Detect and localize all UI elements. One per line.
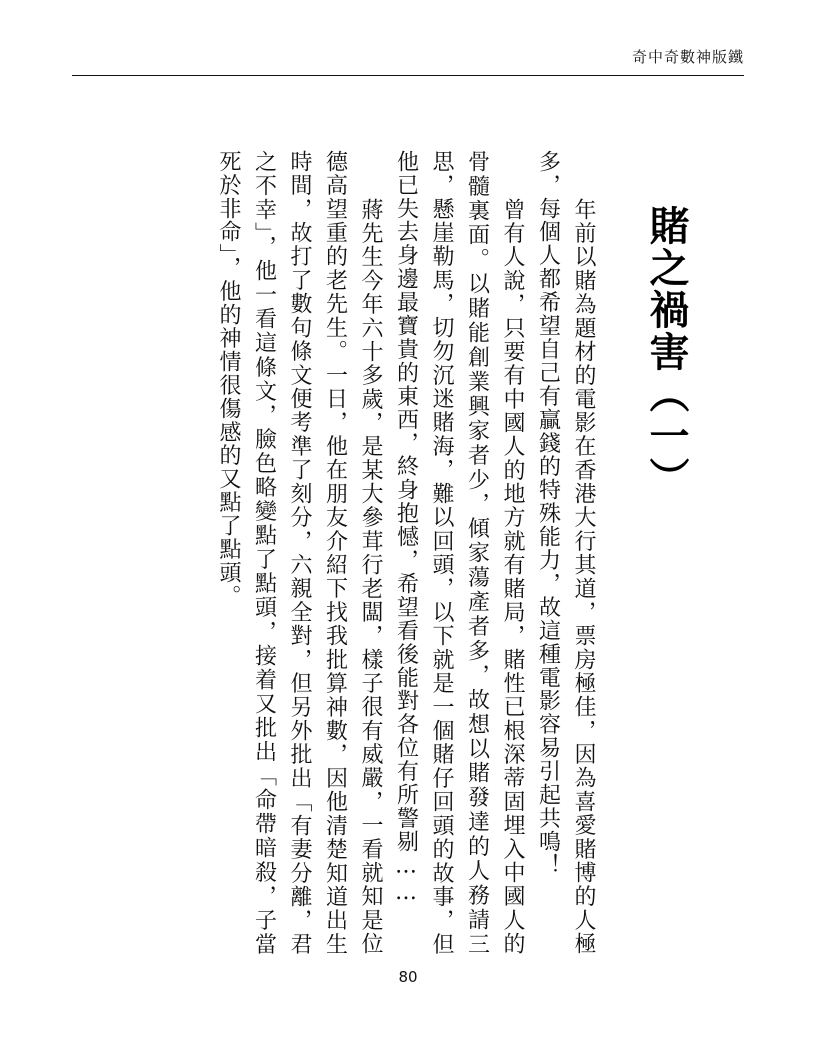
paragraph: 曾有人說，只要有中國人的地方就有賭局，賭性已根深蒂固埋入中國人的骨髓裏面。以賭能創業興家者少，傾家蕩產者多，故想以賭發達的人務請三思，懸崖勒馬，切勿沉迷賭海，難以回頭，以下就是一個賭仔回頭的故事，但他已失去身邊最寶貴的東西，終身抱憾，希望看後能對各位有所警剔…… bbox=[393, 150, 525, 956]
paragraph: 蔣先生今年六十多歲，是某大參茸行老闆，樣子很有威嚴，一看就知是位德高望重的老先生。一日，他在朋友介紹下找我批算神數，因他清楚知道出生時間，故打了數句條文便考準了刻分，六親全對，但另外批出「有妻分離，君之不幸」，他一看這條文，臉色略變點了點頭，接着又批出「命帶暗殺，子當死於非命」，他的神情很傷感的又點了點頭。 bbox=[216, 150, 383, 956]
body-text bbox=[141, 150, 601, 956]
chapter-title: 賭之禍害（一） bbox=[643, 205, 689, 499]
header-rule bbox=[72, 75, 744, 76]
paragraph: 年前以賭為題材的電影在香港大行其道，票房極佳，因為喜愛賭博的人極多，每個人都希望自己有贏錢的特殊能力，故這種電影容易引起共鳴！ bbox=[535, 150, 596, 956]
page-number: 80 bbox=[398, 968, 418, 986]
running-header: 奇中奇數神版鐵 bbox=[631, 48, 744, 66]
